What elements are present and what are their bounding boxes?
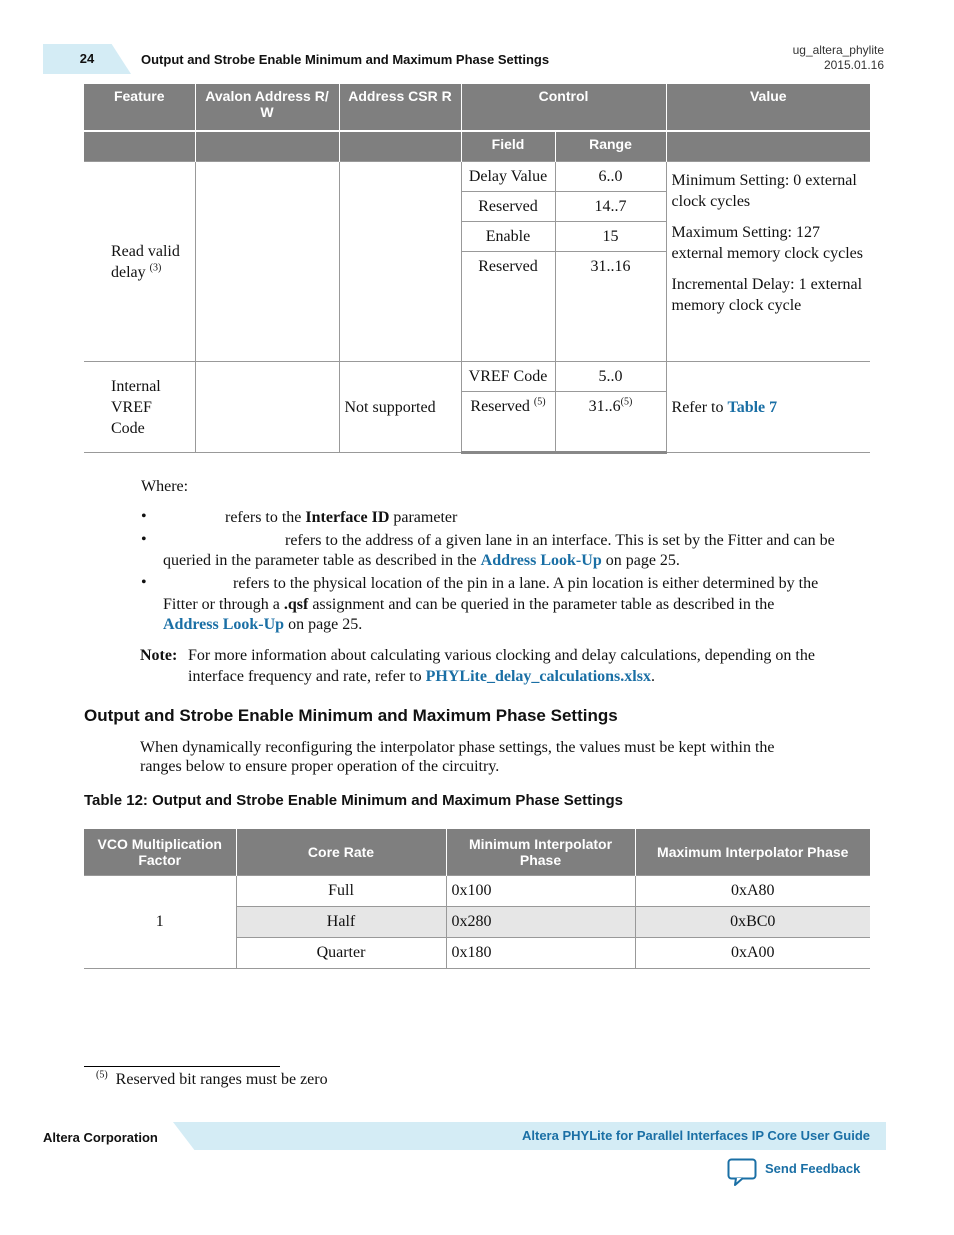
col-feature: Feature [84, 84, 195, 131]
page-header-title: Output and Strobe Enable Minimum and Maximum Phase Settings [141, 52, 550, 67]
min-phase-cell: 0x280 [446, 907, 635, 938]
where-item: refers to the physical location of the pin in a lane. A pin location is either determined by the [233, 575, 819, 592]
min-phase-cell: 0x180 [446, 938, 635, 969]
where-item: refers to the address of a given lane in an interface. This is set by the Fitter and can be [285, 532, 835, 549]
field-cell: VREF Code [461, 362, 555, 392]
table-caption: Table 12: Output and Strobe Enable Minimum and Maximum Phase Settings [84, 792, 623, 809]
where-item-cont: queried in the parameter table as described in the Address Look-Up on page 25. [163, 552, 680, 569]
section-para-cont: ranges below to ensure proper operation of the circuitry. [140, 758, 500, 775]
table-row [84, 362, 870, 392]
value-cell: Refer to Table 7 [666, 362, 870, 453]
feature-cell: Internal VREF Code [84, 362, 195, 453]
field-cell: Reserved [461, 252, 555, 362]
header-doc-info [793, 43, 884, 73]
guide-title: Altera PHYLite for Parallel Interfaces IP Core User Guide [522, 1128, 870, 1143]
max-phase-cell: 0xBC0 [635, 907, 870, 938]
csr-cell: Not supported [339, 362, 461, 453]
field-cell: Delay Value [461, 162, 555, 192]
phase-settings-table [84, 829, 870, 969]
page-number: 24 [79, 51, 95, 66]
feedback-icon[interactable] [727, 1158, 757, 1191]
col-address-csr: Address CSR R [339, 84, 461, 131]
min-phase-cell: 0x100 [446, 876, 635, 907]
col-max-phase: Maximum Interpolator Phase [635, 829, 870, 876]
bullet-icon: • [141, 574, 147, 591]
range-cell: 31..6$^{(5)}$ [555, 392, 666, 453]
section-heading: Output and Strobe Enable Minimum and Maximum Phase Settings [84, 706, 618, 725]
company-name: Altera Corporation [43, 1130, 158, 1145]
send-feedback-link[interactable]: Send Feedback [765, 1161, 861, 1176]
col-vco-factor: VCO Multiplication Factor [84, 829, 236, 876]
feature-cell: Read valid delay $^{(3)}$ [84, 162, 195, 362]
range-cell: 5..0 [555, 362, 666, 392]
core-rate-cell: Quarter [236, 938, 446, 969]
bullet-icon: • [141, 531, 147, 548]
register-table [84, 84, 870, 454]
range-cell: 15 [555, 222, 666, 252]
range-cell: 6..0 [555, 162, 666, 192]
col-value: Value [666, 84, 870, 131]
core-rate-cell: Full [236, 876, 446, 907]
doc-id: ug_altera_phylite [792, 43, 884, 57]
field-cell: Reserved [461, 192, 555, 222]
max-phase-cell: 0xA00 [635, 938, 870, 969]
table-row [84, 162, 870, 192]
value-cell: Minimum Setting: 0 external clock cycles Maximum Setting: 127 external memory clock cycles Incremental Delay: 1 external memory clock cycle [666, 162, 870, 362]
note-text: For more information about calculating various clocking and delay calculations, depending on the [188, 647, 815, 664]
table-row [84, 876, 870, 907]
col-control: Control [461, 84, 666, 131]
range-cell: 14..7 [555, 192, 666, 222]
where-item: refers to the Interface ID parameter [225, 509, 458, 526]
footnote: $^{(5)}$ Reserved bit ranges must be zero [96, 1069, 328, 1088]
section-para: When dynamically reconfiguring the interpolator phase settings, the values must be kept within the [140, 739, 775, 756]
col-field: Field [461, 131, 555, 162]
doc-date: 2015.01.16 [823, 58, 884, 72]
col-min-phase: Minimum Interpolator Phase [446, 829, 635, 876]
col-core-rate: Core Rate [236, 829, 446, 876]
note-text-cont: interface frequency and rate, refer to PHYLite_delay_calculations.xlsx. [188, 668, 655, 685]
field-cell: Reserved $^{(5)}$ [461, 392, 555, 453]
col-avalon-address: Avalon Address R/ W [195, 84, 339, 131]
footnote-divider [84, 1066, 280, 1067]
max-phase-cell: 0xA80 [635, 876, 870, 907]
table-7-link[interactable]: Table 7 [727, 398, 778, 416]
where-item-cont: Fitter or through a .qsf assignment and can be queried in the parameter table as described in the [163, 596, 775, 613]
range-cell: 31..16 [555, 252, 666, 362]
vco-factor-cell: 1 [84, 876, 236, 969]
address-lookup-link[interactable]: Address Look-Up [163, 616, 285, 633]
where-item-cont: Address Look-Up on page 25. [163, 616, 363, 633]
address-lookup-link[interactable]: Address Look-Up [480, 552, 602, 569]
core-rate-cell: Half [236, 907, 446, 938]
col-range: Range [555, 131, 666, 162]
note-label: Note: [140, 647, 178, 664]
field-cell: Enable [461, 222, 555, 252]
where-label: Where: [141, 478, 189, 495]
delay-calculations-link[interactable]: PHYLite_delay_calculations.xlsx [425, 668, 651, 685]
bullet-icon: • [141, 508, 147, 525]
